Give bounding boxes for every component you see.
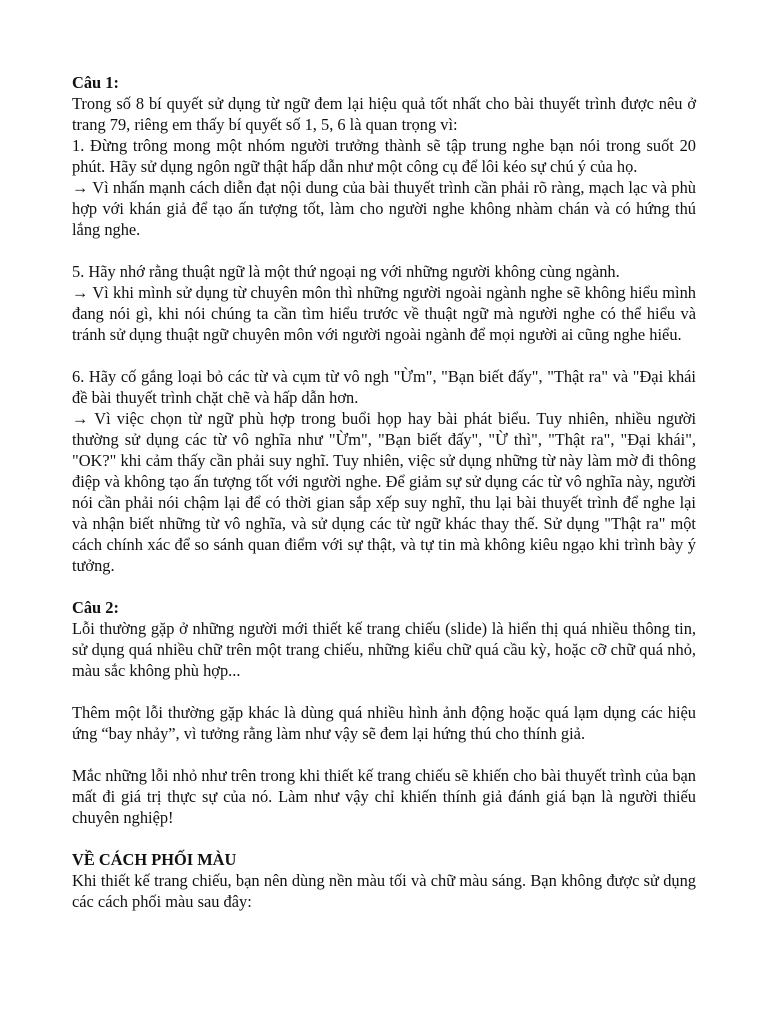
cau2-heading: Câu 2: [72,598,119,617]
paragraph-gap [72,240,696,261]
cau1-intro: Trong số 8 bí quyết sử dụng từ ngữ đem lại hiệu quả tốt nhất cho bài thuyết trình được nêu ở trang 79, riêng em thấy bí quyết số 1, 5, 6 là quan trọng vì: [72,94,696,134]
document-page [72,72,696,912]
tip6-text: 6. Hãy cố gắng loại bỏ các từ và cụm từ vô ngh "Ừm", "Bạn biết đấy", "Thật ra" và "Đại khái đề bài thuyết trình chặt chẽ và hấp dẫn hơn. [72,367,696,407]
tip1-reason: → Vì nhấn mạnh cách diễn đạt nội dung của bài thuyết trình cần phải rõ ràng, mạch lạc và phù hợp với khán giả để tạo ấn tượng tốt, làm cho người nghe không nhàm chán và có hứng thú lắng nghe. [72,178,696,239]
tip6-reason: → Vì việc chọn từ ngữ phù hợp trong buổi họp hay bài phát biểu. Tuy nhiên, nhiều người thường sử dụng các từ vô nghĩa như "Ừm", "Bạn biết đấy", "Ừ thì", "Thật ra", "Đại khái", "OK?" khi cảm thấy cần phải suy nghĩ. Tuy nhiên, việc sử dụng những từ này làm mờ đi thông điệp và không tạo ấn tượng tốt với người nghe. Để giảm sự sử dụng các từ vô nghĩa này, người nói cần phải nói chậm lại để có thời gian sắp xếp suy nghĩ, thu lại bài thuyết trình để nghe lại và nhận biết những từ vô nghĩa, và sử dụng các từ ngữ khác thay thế. Sử dụng "Thật ra" một cách chính xác để so sánh quan điểm với sự thật, và tự tin mà không kiêu ngạo khi trình bày ý tưởng. [72,409,696,575]
paragraph-gap [72,828,696,849]
cau2-para3: Mắc những lỗi nhỏ như trên trong khi thiết kế trang chiếu sẽ khiến cho bài thuyết trình của bạn mất đi giá trị thực sự của nó. Làm như vậy chỉ khiến thính giả đánh giá bạn là người thiếu chuyên nghiệp! [72,766,696,827]
color-section-heading: VỀ CÁCH PHỐI MÀU [72,850,237,869]
tip1-text: 1. Đừng trông mong một nhóm người trưởng thành sẽ tập trung nghe bạn nói trong suốt 20 phút. Hãy sử dụng ngôn ngữ thật hấp dẫn như một công cụ để lôi kéo sự chú ý của họ. [72,136,696,176]
paragraph-gap [72,744,696,765]
paragraph-gap [72,345,696,366]
cau2-para2: Thêm một lỗi thường gặp khác là dùng quá nhiều hình ảnh động hoặc quá lạm dụng các hiệu ứng “bay nhảy”, vì tưởng rằng làm như vậy sẽ đem lại hứng thú cho thính giả. [72,703,696,743]
color-section-para: Khi thiết kế trang chiếu, bạn nên dùng nền màu tối và chữ màu sáng. Bạn không được sử dụng các cách phối màu sau đây: [72,871,696,911]
tip5-reason: → Vì khi mình sử dụng từ chuyên môn thì những người ngoài ngành nghe sẽ không hiểu mình đang nói gì, khi nói chúng ta cần tìm hiểu trước về thuật ngữ mà người nghe có thể hiểu và tránh sử dụng thuật ngữ chuyên môn với người ngoài ngành để mọi người ai cũng nghe hiểu. [72,283,696,344]
tip5-text: 5. Hãy nhớ rằng thuật ngữ là một thứ ngoại ng với những người không cùng ngành. [72,262,620,281]
paragraph-gap [72,576,696,597]
cau2-para1: Lỗi thường gặp ở những người mới thiết kế trang chiếu (slide) là hiển thị quá nhiều thông tin, sử dụng quá nhiều chữ trên một trang chiếu, những kiểu chữ quá cầu kỳ, hoặc cỡ chữ quá nhỏ, màu sắc không phù hợp... [72,619,696,680]
paragraph-gap [72,681,696,702]
cau1-heading: Câu 1: [72,73,119,92]
